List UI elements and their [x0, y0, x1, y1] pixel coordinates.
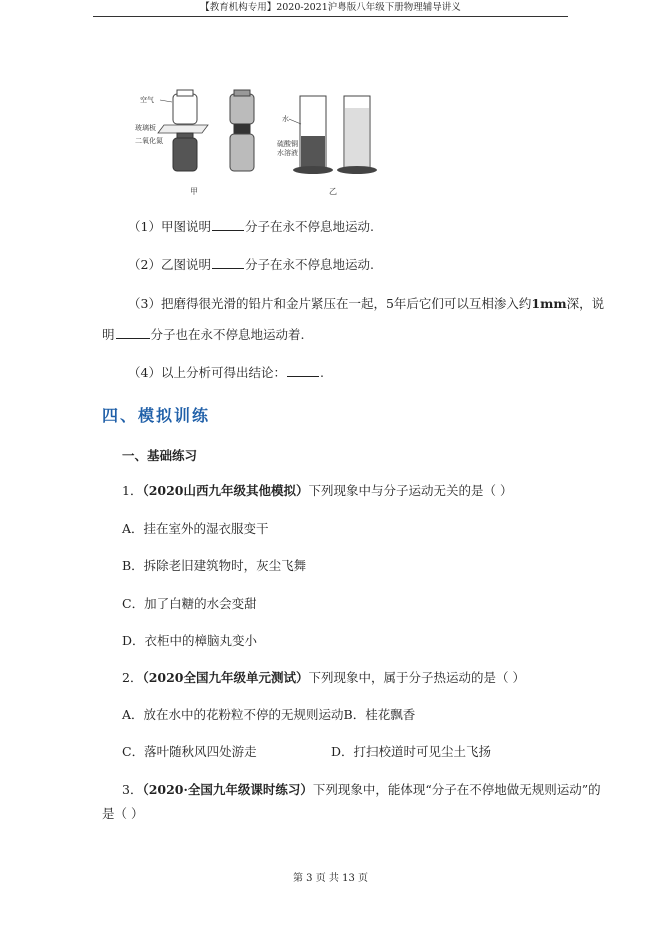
fill-q1-blank[interactable] — [212, 217, 244, 231]
q2-option-c[interactable]: C．落叶随秋风四处游走 — [122, 744, 257, 759]
fill-q2-suffix: 分子在永不停息地运动. — [244, 257, 374, 272]
q2-option-ab[interactable]: A．放在水中的花粉粒不停的无规则运动B．桂花飘香 — [122, 707, 416, 722]
glass-plate — [158, 125, 208, 133]
q1-option-d[interactable]: D．衣柜中的樟脑丸变小 — [122, 633, 258, 648]
diffusion-figure — [135, 88, 388, 200]
fill-q3-line2-suffix: 分子也在永不停息地运动着. — [150, 327, 305, 342]
fill-q4-suffix: . — [319, 365, 324, 380]
fill-q2-prefix: （2）乙图说明 — [128, 257, 211, 272]
q3-stem-continued: 是（ ） — [102, 806, 144, 821]
jar-mixed-top — [230, 90, 254, 134]
q1-option-a[interactable]: A．挂在室外的湿衣服变干 — [122, 521, 269, 536]
label-water: 水 — [282, 115, 289, 123]
question-1 — [122, 482, 512, 500]
q1-stem: 下列现象中与分子运动无关的是（ ） — [308, 483, 513, 498]
q1-option-c[interactable]: C．加了白糖的水会变甜 — [122, 596, 257, 611]
fill-q3-text: （3）把磨得很光滑的铅片和金片紧压在一起，5年后它们可以互相渗入约 — [128, 296, 532, 311]
fill-q3-line1 — [128, 295, 604, 313]
caption-left: 甲 — [190, 187, 198, 196]
jar-mixed-bottom — [230, 134, 254, 171]
q3-source: （2020·全国九年级课时练习） — [142, 782, 313, 797]
label-no2: 二氧化氮 — [135, 137, 163, 145]
fill-q4-prefix: （4）以上分析可得出结论： — [128, 365, 286, 380]
section-subhead: 一、基础练习 — [122, 448, 198, 463]
fill-q3-line2-prefix: 明 — [102, 327, 115, 342]
q2-source: （2020全国九年级单元测试） — [142, 670, 309, 685]
q2-option-d[interactable]: D．打扫校道时可见尘土飞扬 — [331, 744, 492, 759]
fill-q1-suffix: 分子在永不停息地运动. — [244, 219, 374, 234]
q3-number: 3． — [122, 782, 143, 797]
question-2 — [122, 669, 525, 687]
q1-option-b[interactable]: B．拆除老旧建筑物时，灰尘飞舞 — [122, 558, 307, 573]
fill-q1 — [128, 217, 374, 236]
fill-q3-line2 — [102, 325, 305, 344]
label-copper-sulfate-1: 硫酸铜 — [277, 140, 298, 148]
page-footer: 第 3 页 共 13 页 — [293, 873, 368, 884]
fill-q4-blank[interactable] — [287, 363, 319, 377]
label-air: 空气 — [140, 96, 154, 104]
question-3 — [122, 781, 601, 799]
jar-no2-bottom — [173, 133, 197, 171]
cylinder-before — [293, 96, 333, 174]
fill-q4 — [128, 363, 324, 382]
cylinder-after — [337, 96, 377, 174]
fill-q1-prefix: （1）甲图说明 — [128, 219, 211, 234]
jar-air-top — [173, 90, 197, 124]
q2-number: 2． — [122, 670, 143, 685]
caption-right: 乙 — [329, 187, 337, 196]
label-glass-plate: 玻璃板 — [135, 124, 156, 132]
q3-stem: 下列现象中，能体现“分子在不停地做无规则运动”的 — [312, 782, 601, 797]
fill-q3-end: 深，说 — [566, 296, 605, 311]
section-title: 四、模拟训练 — [102, 406, 211, 425]
fill-q3-unit: 1mm — [531, 296, 567, 311]
page-header: 【教育机构专用】2020-2021沪粤版八年级下册物理辅导讲义 — [93, 0, 568, 17]
label-copper-sulfate-2: 水溶液 — [277, 149, 298, 157]
fill-q2-blank[interactable] — [212, 255, 244, 269]
fill-q2 — [128, 255, 374, 274]
q2-stem: 下列现象中，属于分子热运动的是（ ） — [308, 670, 525, 685]
q1-number: 1． — [122, 483, 143, 498]
fill-q3-blank[interactable] — [116, 325, 150, 339]
q1-source: （2020山西九年级其他模拟） — [142, 483, 309, 498]
